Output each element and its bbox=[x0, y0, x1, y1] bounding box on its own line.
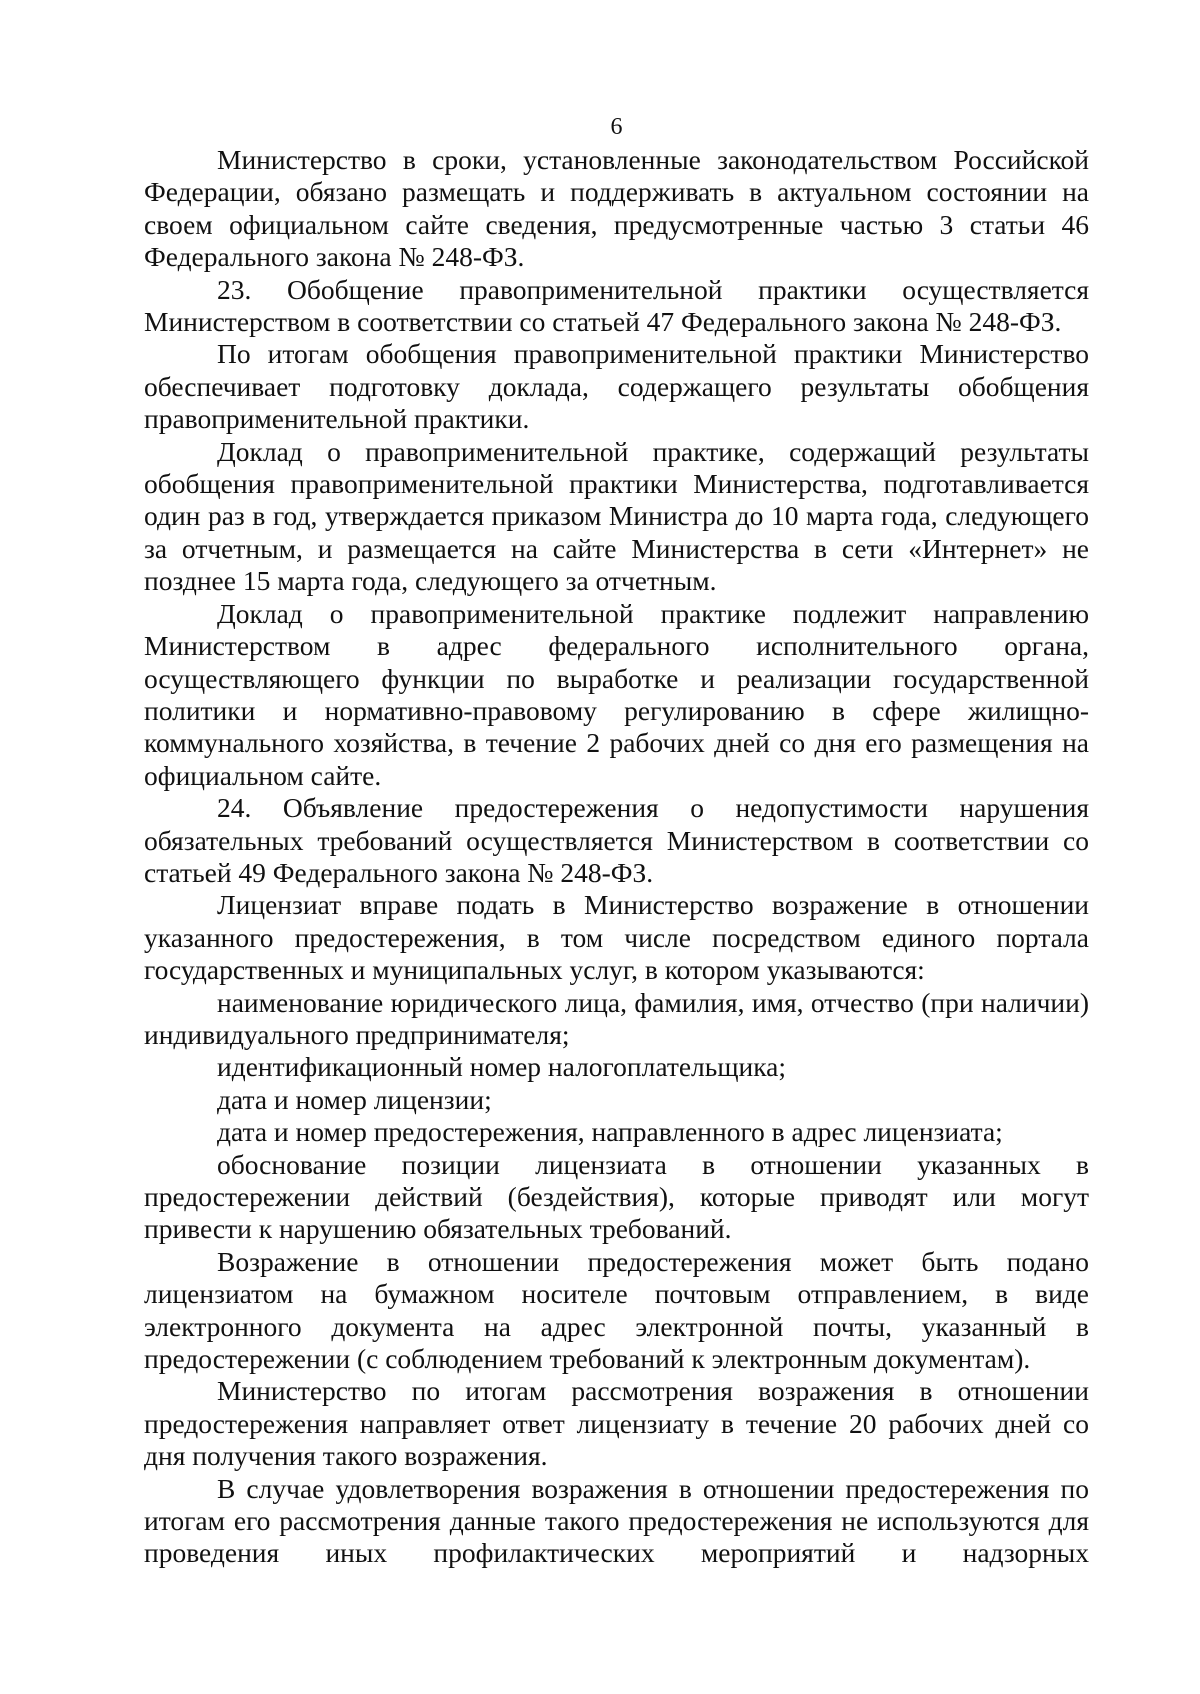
paragraph-report-sending: Доклад о правоприменительной практике подлежит направлению Министерством в адрес федерального исполнительного органа, осуществляющего функции по выработке и реализации государственной политики и нормативно-правовому регулированию в сфере жилищно-коммунального хозяйства, в течение 2 рабочих дней со дня его размещения на официальном сайте. bbox=[144, 597, 1089, 791]
list-item-justification: обоснование позиции лицензиата в отношении указанных в предостережении действий (бездействия), которые приводят или могут привести к нарушению обязательных требований. bbox=[144, 1148, 1089, 1245]
document-page bbox=[144, 112, 1089, 1570]
paragraph-23-generalization: 23. Обобщение правоприменительной практики осуществляется Министерством в соответствии со статьей 47 Федерального закона № 248-ФЗ. bbox=[144, 273, 1089, 338]
list-item-name: наименование юридического лица, фамилия, имя, отчество (при наличии) индивидуального предпринимателя; bbox=[144, 986, 1089, 1050]
page-number: 6 bbox=[610, 114, 623, 140]
paragraph-report-preparation: По итогам обобщения правоприменительной практики Министерство обеспечивает подготовку доклада, содержащего результаты обобщения правоприменительной практики. bbox=[144, 338, 1089, 435]
list-item-warning-number: дата и номер предостережения, направленного в адрес лицензиата; bbox=[217, 1116, 1003, 1148]
paragraph-24-warning: 24. Объявление предостережения о недопустимости нарушения обязательных требований осуществляется Министерством в соответствии со статьей 49 Федерального закона № 248-ФЗ. bbox=[144, 792, 1089, 888]
list-item-inn: идентификационный номер налогоплательщика; bbox=[217, 1051, 787, 1083]
paragraph-objection-response: Министерство по итогам рассмотрения возражения в отношении предостережения направляет ответ лицензиату в течение 20 рабочих дней со дня получения такого возражения. bbox=[144, 1375, 1089, 1472]
list-item-license: дата и номер лицензии; bbox=[217, 1083, 492, 1115]
paragraph-objection-format: Возражение в отношении предостережения может быть подано лицензиатом на бумажном носителе почтовым отправлением, в виде электронного документа на адрес электронной почты, указанный в предостережении (с соблюдением требований к электронным документам). bbox=[144, 1245, 1089, 1375]
paragraph-objection-satisfied: В случае удовлетворения возражения в отношении предостережения по итогам его рассмотрения данные такого предостережения не используются для проведения иных профилактических мероприятий и надзорных bbox=[144, 1472, 1089, 1569]
paragraph-objection-right: Лицензиат вправе подать в Министерство возражение в отношении указанного предостережения, в том числе посредством единого портала государственных и муниципальных услуг, в котором указываются: bbox=[144, 889, 1089, 986]
paragraph-report-approval: Доклад о правоприменительной практике, содержащий результаты обобщения правоприменительной практики Министерства, подготавливается один раз в год, утверждается приказом Министра до 10 марта года, следующего за отчетным, и размещается на сайте Министерства в сети «Интернет» не позднее 15 марта года, следующего за отчетным. bbox=[144, 435, 1089, 597]
paragraph-site-info: Министерство в сроки, установленные законодательством Российской Федерации, обязано размещать и поддерживать в актуальном состоянии на своем официальном сайте сведения, предусмотренные частью 3 статьи 46 Федерального закона № 248-ФЗ. bbox=[144, 144, 1089, 273]
